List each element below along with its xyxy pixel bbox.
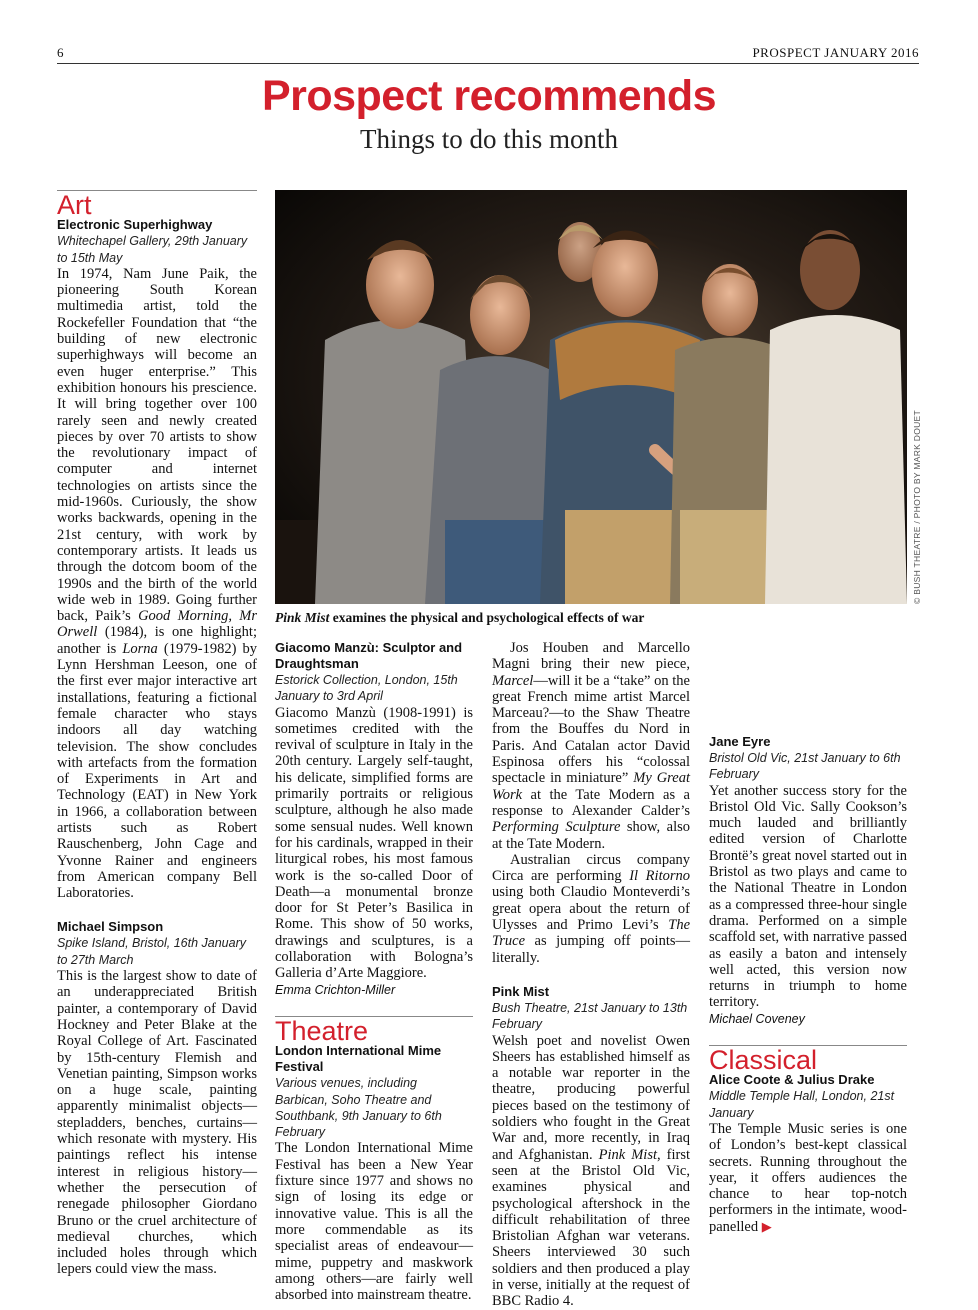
photo-caption: Pink Mist examines the physical and psychological effects of war — [275, 610, 645, 625]
item-text: The Temple Music series is one of London’s best-kept classical secrets. Running throughout the year, it offers audiences the chance to hear top-notch performers in the intimate, wood-panelled ▶ — [709, 1120, 907, 1235]
item-text: In 1974, Nam June Paik, the pioneering South Korean multimedia artist, told the Rockefeller Foundation that “the building of new electronic superhighways will become an even huger enterprise.” This exhibition honours his prescience. It will bring together over 100 rarely seen and newly created pieces by over 70 artists to show the revolutionary impact of computer and internet technologies on artists since the mid-1960s. Curiously, the show works backwards, opening in the 21st century, with work by contemporary artists. It leads us through the dotcom boom of the 1990s and the birth of the world wide web in 1989. Going further back, Paik’s Good Morning, Mr Orwell (1984), is one highlight; another is Lorna (1979-1982) by Lynn Hershman Leeson, one of the first ever major interactive art installations, featuring a fictional female character who stays indoors all day watching television. The show concludes with artefacts from the formation of Experiments in Art and Technology (EAT) in New York in 1966, a collaboration between artists such as Robert Rauschenberg, John Cage and Yvonne Rainer and engineers from American company Bell Laboratories. — [57, 265, 257, 902]
art-heading: Art — [57, 190, 92, 220]
item-venue: Bush Theatre, 21st January to 13th February — [492, 1000, 688, 1032]
item-venue: Middle Temple Hall, London, 21st January — [709, 1089, 895, 1120]
item-venue: Spike Island, Bristol, 16th January to 27th March — [57, 936, 246, 967]
item-text: Australian circus company Circa are performing Il Ritorno using both Claudio Monteverdi’s great opera about the return of Ulysses and Primo Levi’s The Truce as jumping off points—literally. — [492, 851, 690, 966]
page-subtitle: Things to do this month — [359, 124, 619, 154]
item-title: Jane Eyre — [709, 734, 771, 749]
stage-photo — [275, 190, 907, 604]
item-title: London International Mime Festival — [275, 1043, 442, 1075]
item-venue: Whitechapel Gallery, 29th January to 15th May — [57, 234, 248, 265]
column-3 — [492, 640, 690, 1310]
item-text: Yet another success story for the Bristol Old Vic. Sally Cookson’s much lauded and brilliantly edited version of Charlotte Brontë’s great novel started out in Bristol as two plays and came to the National Theatre in London as a compressed three-hour single drama. Performed on a simple scaffold set, with narrative passed as easily a baton and intensely well acted, this version now returns in triumph to home territory. — [709, 782, 907, 1011]
page-title: Prospect recommends — [261, 72, 717, 120]
item-text: Jos Houben and Marcello Magni bring their new piece, Marcel—will it be a “take” on the great French mime artist Marcel Marceau?—to the Shaw Theatre from the Bouffes du Nord in Paris. And Catalan actor David Espinosa offers his “colossal spectacle in miniature” My Great Work at the Tate Modern as a response to Alexander Calder’s Performing Sculpture show, also at the Tate Modern. — [492, 640, 690, 852]
item-venue: Bristol Old Vic, 21st January to 6th February — [709, 751, 901, 782]
photo-credit: © BUSH THEATRE / PHOTO BY MARK DOUET — [912, 409, 922, 604]
item-text: Welsh poet and novelist Owen Sheers has established himself as a notable war reporter in the theatre, producing powerful pieces based on the testimony of soldiers who fought in the Great War and, more recently, in Iraq and Afghanistan. Pink Mist, first seen at the Bristol Old Vic, examines physical and psychological aftershock in the difficult rehabilitation of three Bristolian Afghan war veterans. Sheers interviewed 30 such soldiers and then produced a play in verse, initially at the request of BBC Radio 4. — [492, 1032, 690, 1310]
item-text: Giacomo Manzù (1908-1991) is sometimes credited with the revival of sculpture in Italy in the 20th century. Largely self-taught, his delicate, simplified forms are primarily portraits or religious sculpture, although he also made some sensual nudes. Well known for his cardinals, wrapped in their liturgical robes, his most famous work is the so-called Door of Death—a monumental bronze door for St Peter’s Basilica in Rome. This show of 50 works, drawings and sculptures, is a collaboration with Bologna’s Galleria d’Arte Maggiore. — [275, 704, 473, 982]
page-number: 6 — [57, 45, 64, 60]
item-text: The London International Mime Festival has been a New Year fixture since 1977 and shows no sign of losing its edge or innovative value. This is all the more commendable as its specialist areas of endeavour—mime, puppetry and maskwork among others—are fairly well absorbed into mainstream theatre. — [275, 1140, 473, 1304]
item-title: Giacomo Manzù: Sculptor and Draughtsman — [275, 640, 463, 671]
item-title: Electronic Superhighway — [57, 217, 213, 233]
item-venue: Estorick Collection, London, 15th January to 3rd April — [275, 673, 458, 704]
item-title: Alice Coote & Julius Drake — [709, 1072, 875, 1088]
theatre-heading: Theatre — [275, 1015, 369, 1046]
item-venue: Various venues, including Barbican, Soho Theatre and Southbank, 9th January to 6th February — [275, 1076, 442, 1140]
classical-heading: Classical — [709, 1045, 818, 1076]
column-2 — [275, 640, 473, 1303]
item-author: Emma Crichton-Miller — [275, 982, 396, 997]
item-title: Pink Mist — [492, 983, 550, 999]
column-4 — [709, 640, 907, 1235]
issue-label: PROSPECT JANUARY 2016 — [752, 45, 919, 60]
header-rule — [57, 63, 919, 64]
item-title: Michael Simpson — [57, 919, 164, 935]
actors-on-stage-image — [275, 190, 907, 604]
item-author: Michael Coveney — [709, 1011, 805, 1026]
column-1 — [57, 190, 257, 1278]
item-text: This is the largest show to date of an underappreciated British painter, a contemporary of David Hockney and Peter Blake at the Royal College of Art. Fascinated by 15th-century Flemish and Venetian painting, Simpson works on a huge scale, painting apparently minimalist objects—stepladders, benches, curtains—which resonate with mystery. His paintings reflect his intense interest in religious history—whether the persecution of renegade philosopher Giordano Bruno or the cruel architecture of medieval churches, which included holes through which lepers could view the mass. — [57, 968, 257, 1278]
continue-arrow-icon: ▶ — [761, 1218, 772, 1234]
